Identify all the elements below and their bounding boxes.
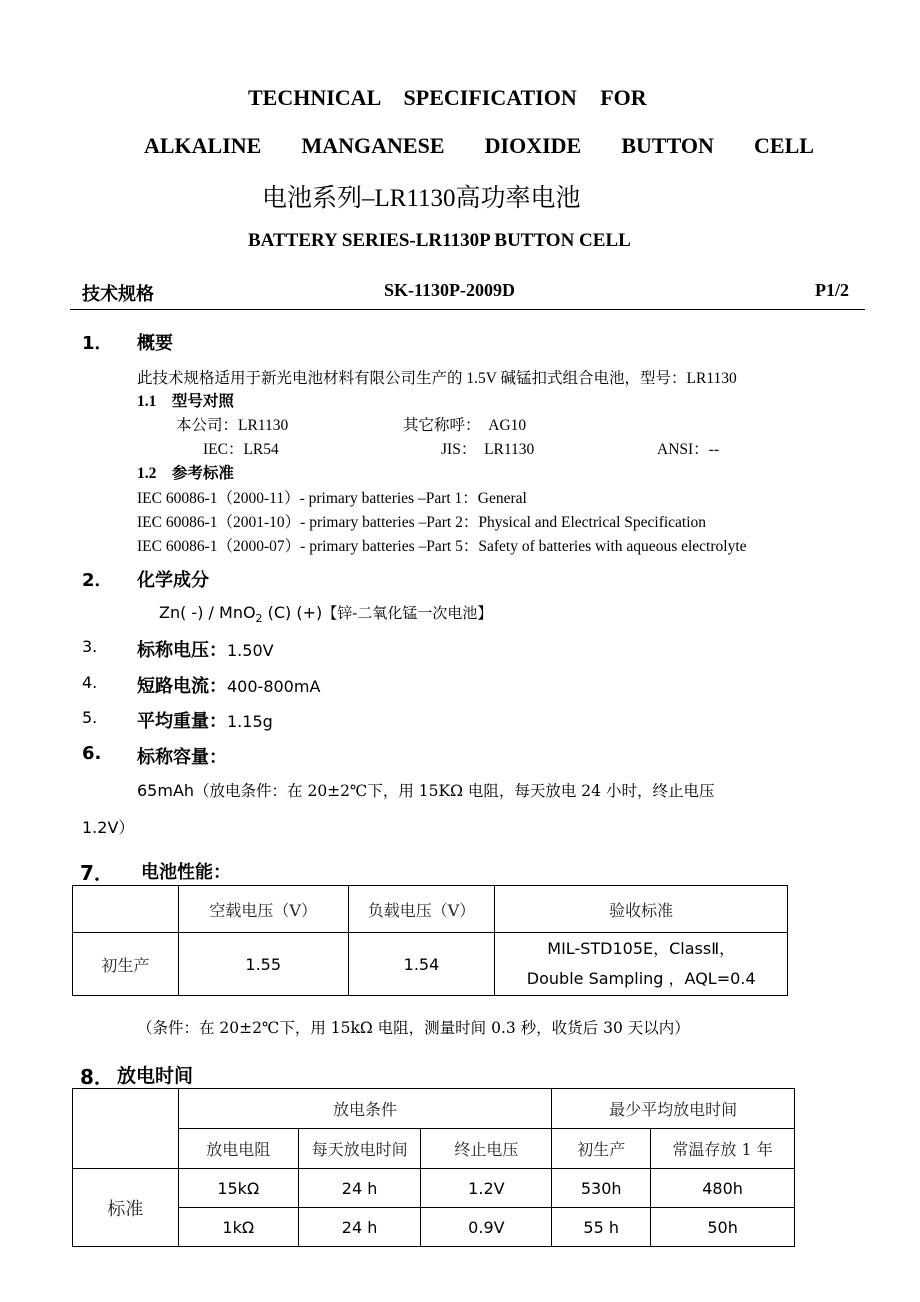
sec3-label: 标称电压： xyxy=(137,640,227,661)
row-label: 初生产 xyxy=(73,933,179,996)
table-cell: 24 h xyxy=(298,1208,421,1247)
table-cell: 1kΩ xyxy=(178,1208,298,1247)
formula-chinese: 【锌-二氧化锰一次电池】 xyxy=(322,604,493,622)
sec3-number: 3. xyxy=(82,637,98,656)
table-cell: 480h xyxy=(651,1169,795,1208)
formula-subscript: 2 xyxy=(255,612,263,626)
header-page: P1/2 xyxy=(815,280,849,300)
capacity-line xyxy=(137,779,714,801)
model-other: 其它称呼： AG10 xyxy=(403,417,527,434)
table-header: 验收标准 xyxy=(495,886,788,933)
table-header: 终止电压 xyxy=(421,1129,552,1169)
formula-part: Zn( -) / MnO xyxy=(159,603,256,622)
group-header-min-time: 最少平均放电时间 xyxy=(552,1089,795,1129)
nominal-voltage-value: 1.50V xyxy=(227,641,274,660)
sec4-line xyxy=(137,672,320,698)
model-iec: IEC：LR54 xyxy=(203,441,279,458)
open-voltage: 1.55 xyxy=(178,933,348,996)
standard-line: Double Sampling ，AQL=0.4 xyxy=(526,969,756,988)
title-line-1: TECHNICAL SPECIFICATION FOR xyxy=(248,85,647,110)
capacity-value: 65mAh xyxy=(137,781,195,800)
average-weight-value: 1.15g xyxy=(227,712,273,731)
table-header: 每天放电时间 xyxy=(298,1129,421,1169)
title-line-2 xyxy=(144,133,814,159)
title-word: ALKALINE xyxy=(144,133,262,158)
performance-note: （条件：在 20±2℃下，用 15kΩ 电阻，测量时间 0.3 秒，收货后 30 天以内） xyxy=(137,1019,690,1037)
table-cell: 24 h xyxy=(298,1169,421,1208)
sec8-number: 8． xyxy=(80,1065,114,1089)
table-cell: 15kΩ xyxy=(178,1169,298,1208)
acceptance-standard xyxy=(495,933,788,996)
sec6-number: 6. xyxy=(82,743,102,764)
sec2-title: 化学成分 xyxy=(137,570,209,591)
sec2-number: 2． xyxy=(82,570,113,591)
chemical-formula xyxy=(159,602,492,625)
sec1-2-title: 1.2 参考标准 xyxy=(137,465,234,482)
table-header: 负载电压（V） xyxy=(348,886,495,933)
reference-standard: IEC 60086-1（2000-07）- primary batteries –Part 5：Safety of batteries with aqueous electrolyte xyxy=(137,538,747,555)
sec5-number: 5. xyxy=(82,708,98,727)
sec7-title: 电池性能： xyxy=(141,862,231,883)
table-header: 常温存放 1 年 xyxy=(651,1129,795,1169)
load-voltage: 1.54 xyxy=(348,933,495,996)
header-doc-number: SK-1130P-2009D xyxy=(384,280,516,300)
table-cell xyxy=(73,886,179,933)
group-header-conditions: 放电条件 xyxy=(178,1089,551,1129)
formula-part: (C) (+) xyxy=(262,603,323,622)
sec1-1-title: 1.1 型号对照 xyxy=(137,393,234,410)
capacity-line-2: 1.2V） xyxy=(82,818,135,837)
model-ansi: ANSI：-- xyxy=(657,441,719,458)
title-word: DIOXIDE xyxy=(484,133,582,158)
discharge-time-table xyxy=(72,1088,795,1247)
sec4-label: 短路电流： xyxy=(137,676,227,697)
sec8-title: 放电时间 xyxy=(117,1065,194,1087)
table-header: 初生产 xyxy=(552,1129,651,1169)
battery-performance-table xyxy=(72,885,788,996)
sec1-title: 概要 xyxy=(137,333,173,354)
model-jis: JIS： LR1130 xyxy=(441,441,535,458)
title-chinese: 电池系列–LR1130高功率电池 xyxy=(262,185,581,212)
sec1-number: 1． xyxy=(82,333,113,354)
header-divider xyxy=(70,309,865,310)
reference-standard: IEC 60086-1（2001-10）- primary batteries –Part 2：Physical and Electrical Specification xyxy=(137,514,707,531)
reference-standard: IEC 60086-1（2000-11）- primary batteries –Part 1：General xyxy=(137,490,527,507)
sec1-description: 此技术规格适用于新光电池材料有限公司生产的 1.5V 碱锰扣式组合电池，型号：LR1130 xyxy=(137,370,737,387)
table-cell: 1.2V xyxy=(421,1169,552,1208)
table-cell: 50h xyxy=(651,1208,795,1247)
sec3-line xyxy=(137,636,274,662)
sec5-line xyxy=(137,707,273,733)
table-header: 空载电压（V） xyxy=(178,886,348,933)
table-cell xyxy=(73,1089,179,1169)
sec7-number: 7． xyxy=(80,861,114,885)
title-word: MANGANESE xyxy=(301,133,445,158)
sec5-label: 平均重量： xyxy=(137,711,227,732)
title-line-4: BATTERY SERIES-LR1130P BUTTON CELL xyxy=(248,230,631,251)
short-circuit-value: 400-800mA xyxy=(227,677,321,696)
sec4-number: 4. xyxy=(82,673,98,692)
table-header: 放电电阻 xyxy=(178,1129,298,1169)
title-word: BUTTON xyxy=(621,133,714,158)
table-cell: 55 h xyxy=(552,1208,651,1247)
capacity-conditions: （放电条件：在 20±2℃下，用 15KΩ 电阻，每天放电 24 小时，终止电压 xyxy=(194,782,715,800)
table-cell: 0.9V xyxy=(421,1208,552,1247)
table-cell: 530h xyxy=(552,1169,651,1208)
title-word: CELL xyxy=(754,133,814,158)
model-company: 本公司：LR1130 xyxy=(176,417,289,434)
standard-line: MIL-STD105E，ClassⅡ， xyxy=(547,939,736,958)
row-label: 标准 xyxy=(73,1169,179,1247)
sec6-label: 标称容量： xyxy=(137,747,227,768)
header-left: 技术规格 xyxy=(82,284,154,304)
